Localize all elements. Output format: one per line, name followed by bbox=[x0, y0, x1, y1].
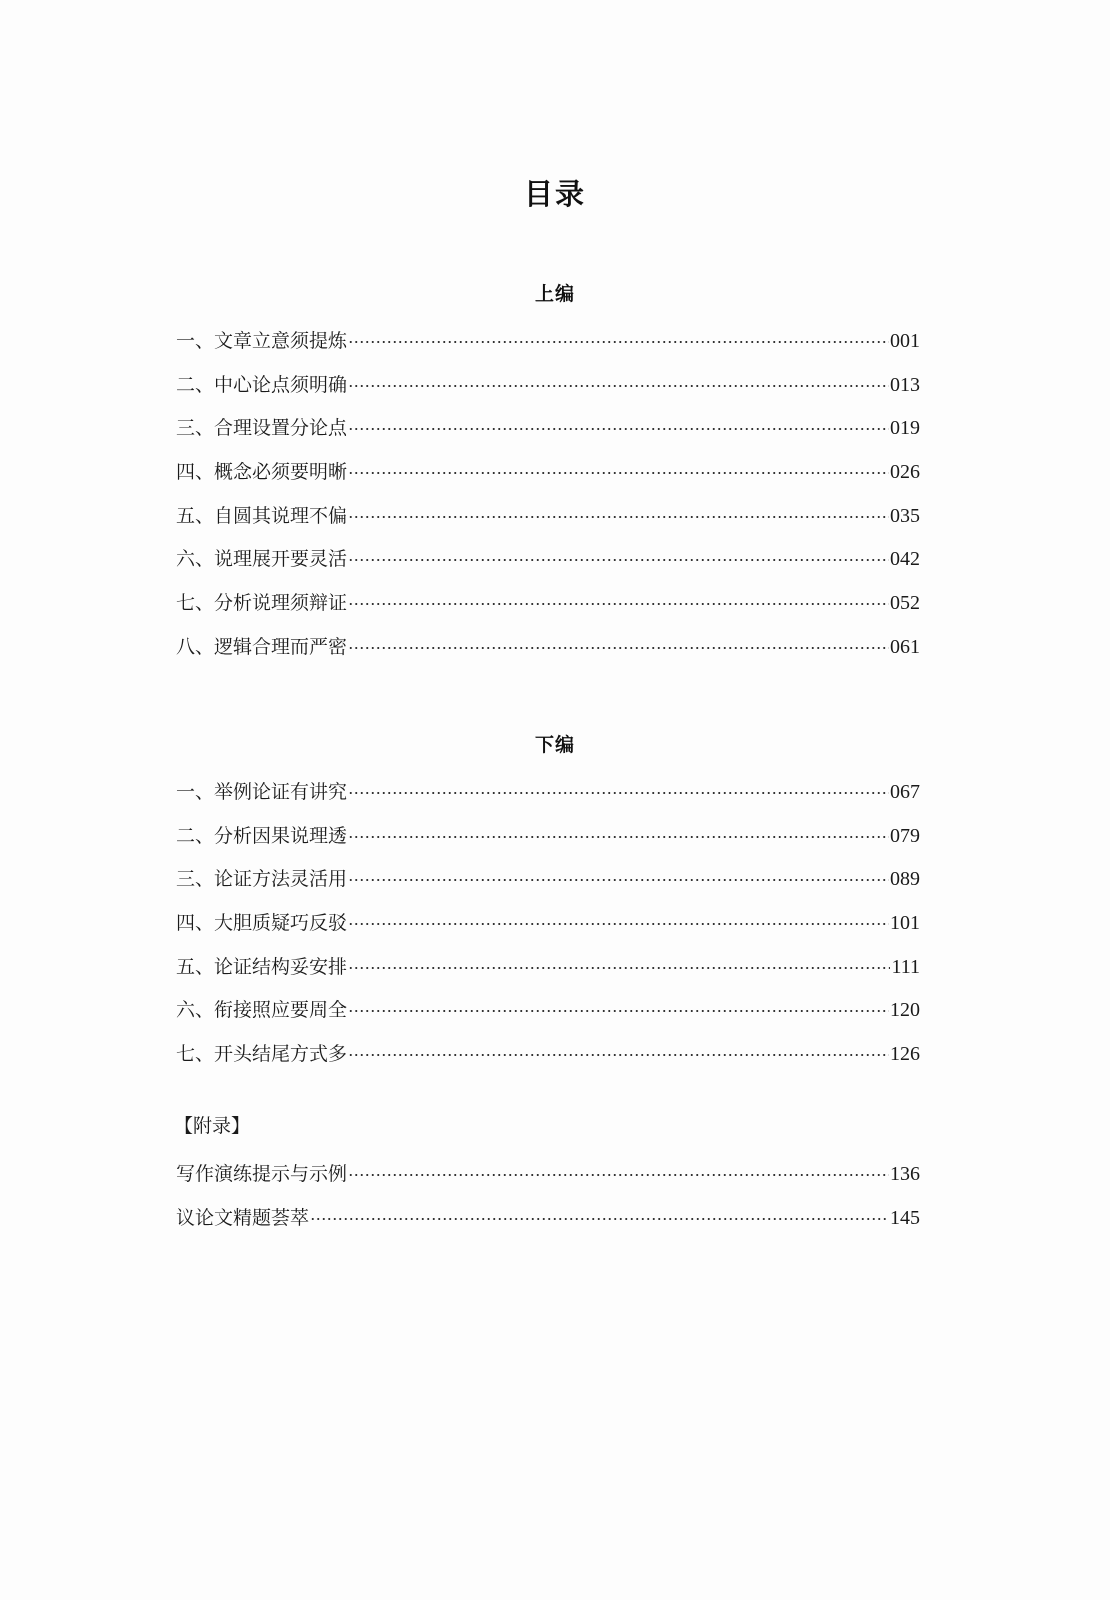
toc-entry-page: 001 bbox=[890, 330, 920, 352]
toc-entry-page: 136 bbox=[890, 1163, 920, 1185]
toc-entry-label: 议论文精题荟萃 bbox=[176, 1206, 310, 1229]
section-heading-lower: 下编 bbox=[534, 734, 575, 756]
toc-entry-label: 三、论证方法灵活用 bbox=[176, 868, 348, 891]
dot-leader bbox=[348, 1174, 889, 1176]
dot-leader bbox=[348, 516, 889, 518]
toc-entry-label: 二、分析因果说理透 bbox=[176, 824, 348, 847]
dot-leader bbox=[348, 836, 889, 838]
toc-entry-label: 五、论证结构妥安排 bbox=[176, 955, 348, 978]
toc-entry bbox=[176, 946, 920, 990]
section-heading-upper: 上编 bbox=[534, 283, 575, 305]
toc-entry-page: 111 bbox=[891, 955, 920, 978]
toc-entry-label: 写作演练提示与示例 bbox=[176, 1163, 348, 1185]
toc-entry-label: 二、中心论点须明确 bbox=[176, 373, 348, 396]
dot-leader bbox=[348, 559, 889, 561]
toc-entry bbox=[176, 364, 920, 408]
toc-entry bbox=[176, 407, 920, 451]
toc-entry-page: 126 bbox=[890, 1043, 920, 1066]
dot-leader bbox=[348, 923, 889, 925]
dot-leader bbox=[348, 1010, 889, 1012]
dot-leader bbox=[310, 1218, 889, 1220]
dot-leader bbox=[348, 385, 889, 387]
dot-leader bbox=[348, 603, 889, 605]
toc-entry-page: 013 bbox=[890, 373, 920, 396]
toc-list-appendix bbox=[176, 1153, 920, 1240]
dot-leader bbox=[348, 428, 889, 430]
toc-entry-label: 五、自圆其说理不偏 bbox=[176, 504, 348, 527]
toc-entry-label: 六、说理展开要灵活 bbox=[176, 548, 348, 571]
toc-entry-label: 八、逻辑合理而严密 bbox=[176, 635, 348, 658]
dot-leader bbox=[348, 967, 890, 969]
toc-entry bbox=[176, 858, 920, 902]
toc-entry bbox=[176, 815, 920, 859]
dot-leader bbox=[348, 472, 889, 474]
toc-entry-label: 四、大胆质疑巧反驳 bbox=[176, 912, 348, 935]
toc-entry bbox=[176, 1033, 920, 1077]
toc-entry-page: 042 bbox=[890, 548, 920, 571]
toc-entry bbox=[176, 1197, 920, 1241]
dot-leader bbox=[348, 1054, 889, 1056]
toc-entry bbox=[176, 771, 920, 815]
toc-entry-page: 101 bbox=[890, 912, 920, 935]
toc-entry-label: 一、举例论证有讲究 bbox=[176, 781, 348, 803]
toc-entry-page: 145 bbox=[890, 1206, 920, 1229]
toc-entry-page: 089 bbox=[890, 868, 920, 891]
dot-leader bbox=[348, 647, 889, 649]
toc-entry bbox=[176, 902, 920, 946]
toc-entry-page: 052 bbox=[890, 592, 920, 615]
toc-entry-label: 六、衔接照应要周全 bbox=[176, 999, 348, 1022]
appendix-heading: 【附录】 bbox=[174, 1115, 251, 1137]
dot-leader bbox=[348, 792, 889, 794]
toc-entry-label: 七、开头结尾方式多 bbox=[176, 1043, 348, 1066]
toc-list-lower bbox=[176, 771, 920, 1077]
toc-entry-page: 061 bbox=[890, 635, 920, 658]
toc-entry bbox=[176, 495, 920, 539]
toc-entry-page: 035 bbox=[890, 504, 920, 527]
toc-entry bbox=[176, 1153, 920, 1197]
toc-entry-label: 三、合理设置分论点 bbox=[176, 417, 348, 440]
toc-entry-page: 026 bbox=[890, 461, 920, 484]
toc-entry bbox=[176, 538, 920, 582]
toc-entry bbox=[176, 320, 920, 364]
toc-entry bbox=[176, 451, 920, 495]
toc-entry-page: 067 bbox=[890, 781, 920, 803]
toc-entry-page: 079 bbox=[890, 824, 920, 847]
toc-entry-page: 019 bbox=[890, 417, 920, 440]
toc-entry bbox=[176, 626, 920, 670]
toc-entry bbox=[176, 989, 920, 1033]
toc-entry-label: 一、文章立意须提炼 bbox=[176, 330, 348, 352]
toc-entry bbox=[176, 582, 920, 626]
toc-entry-label: 七、分析说理须辩证 bbox=[176, 592, 348, 615]
toc-entry-label: 四、概念必须要明晰 bbox=[176, 461, 348, 484]
toc-entry-page: 120 bbox=[890, 999, 920, 1022]
dot-leader bbox=[348, 341, 889, 343]
toc-list-upper bbox=[176, 320, 920, 670]
page-title: 目录 bbox=[523, 177, 586, 211]
dot-leader bbox=[348, 879, 889, 881]
